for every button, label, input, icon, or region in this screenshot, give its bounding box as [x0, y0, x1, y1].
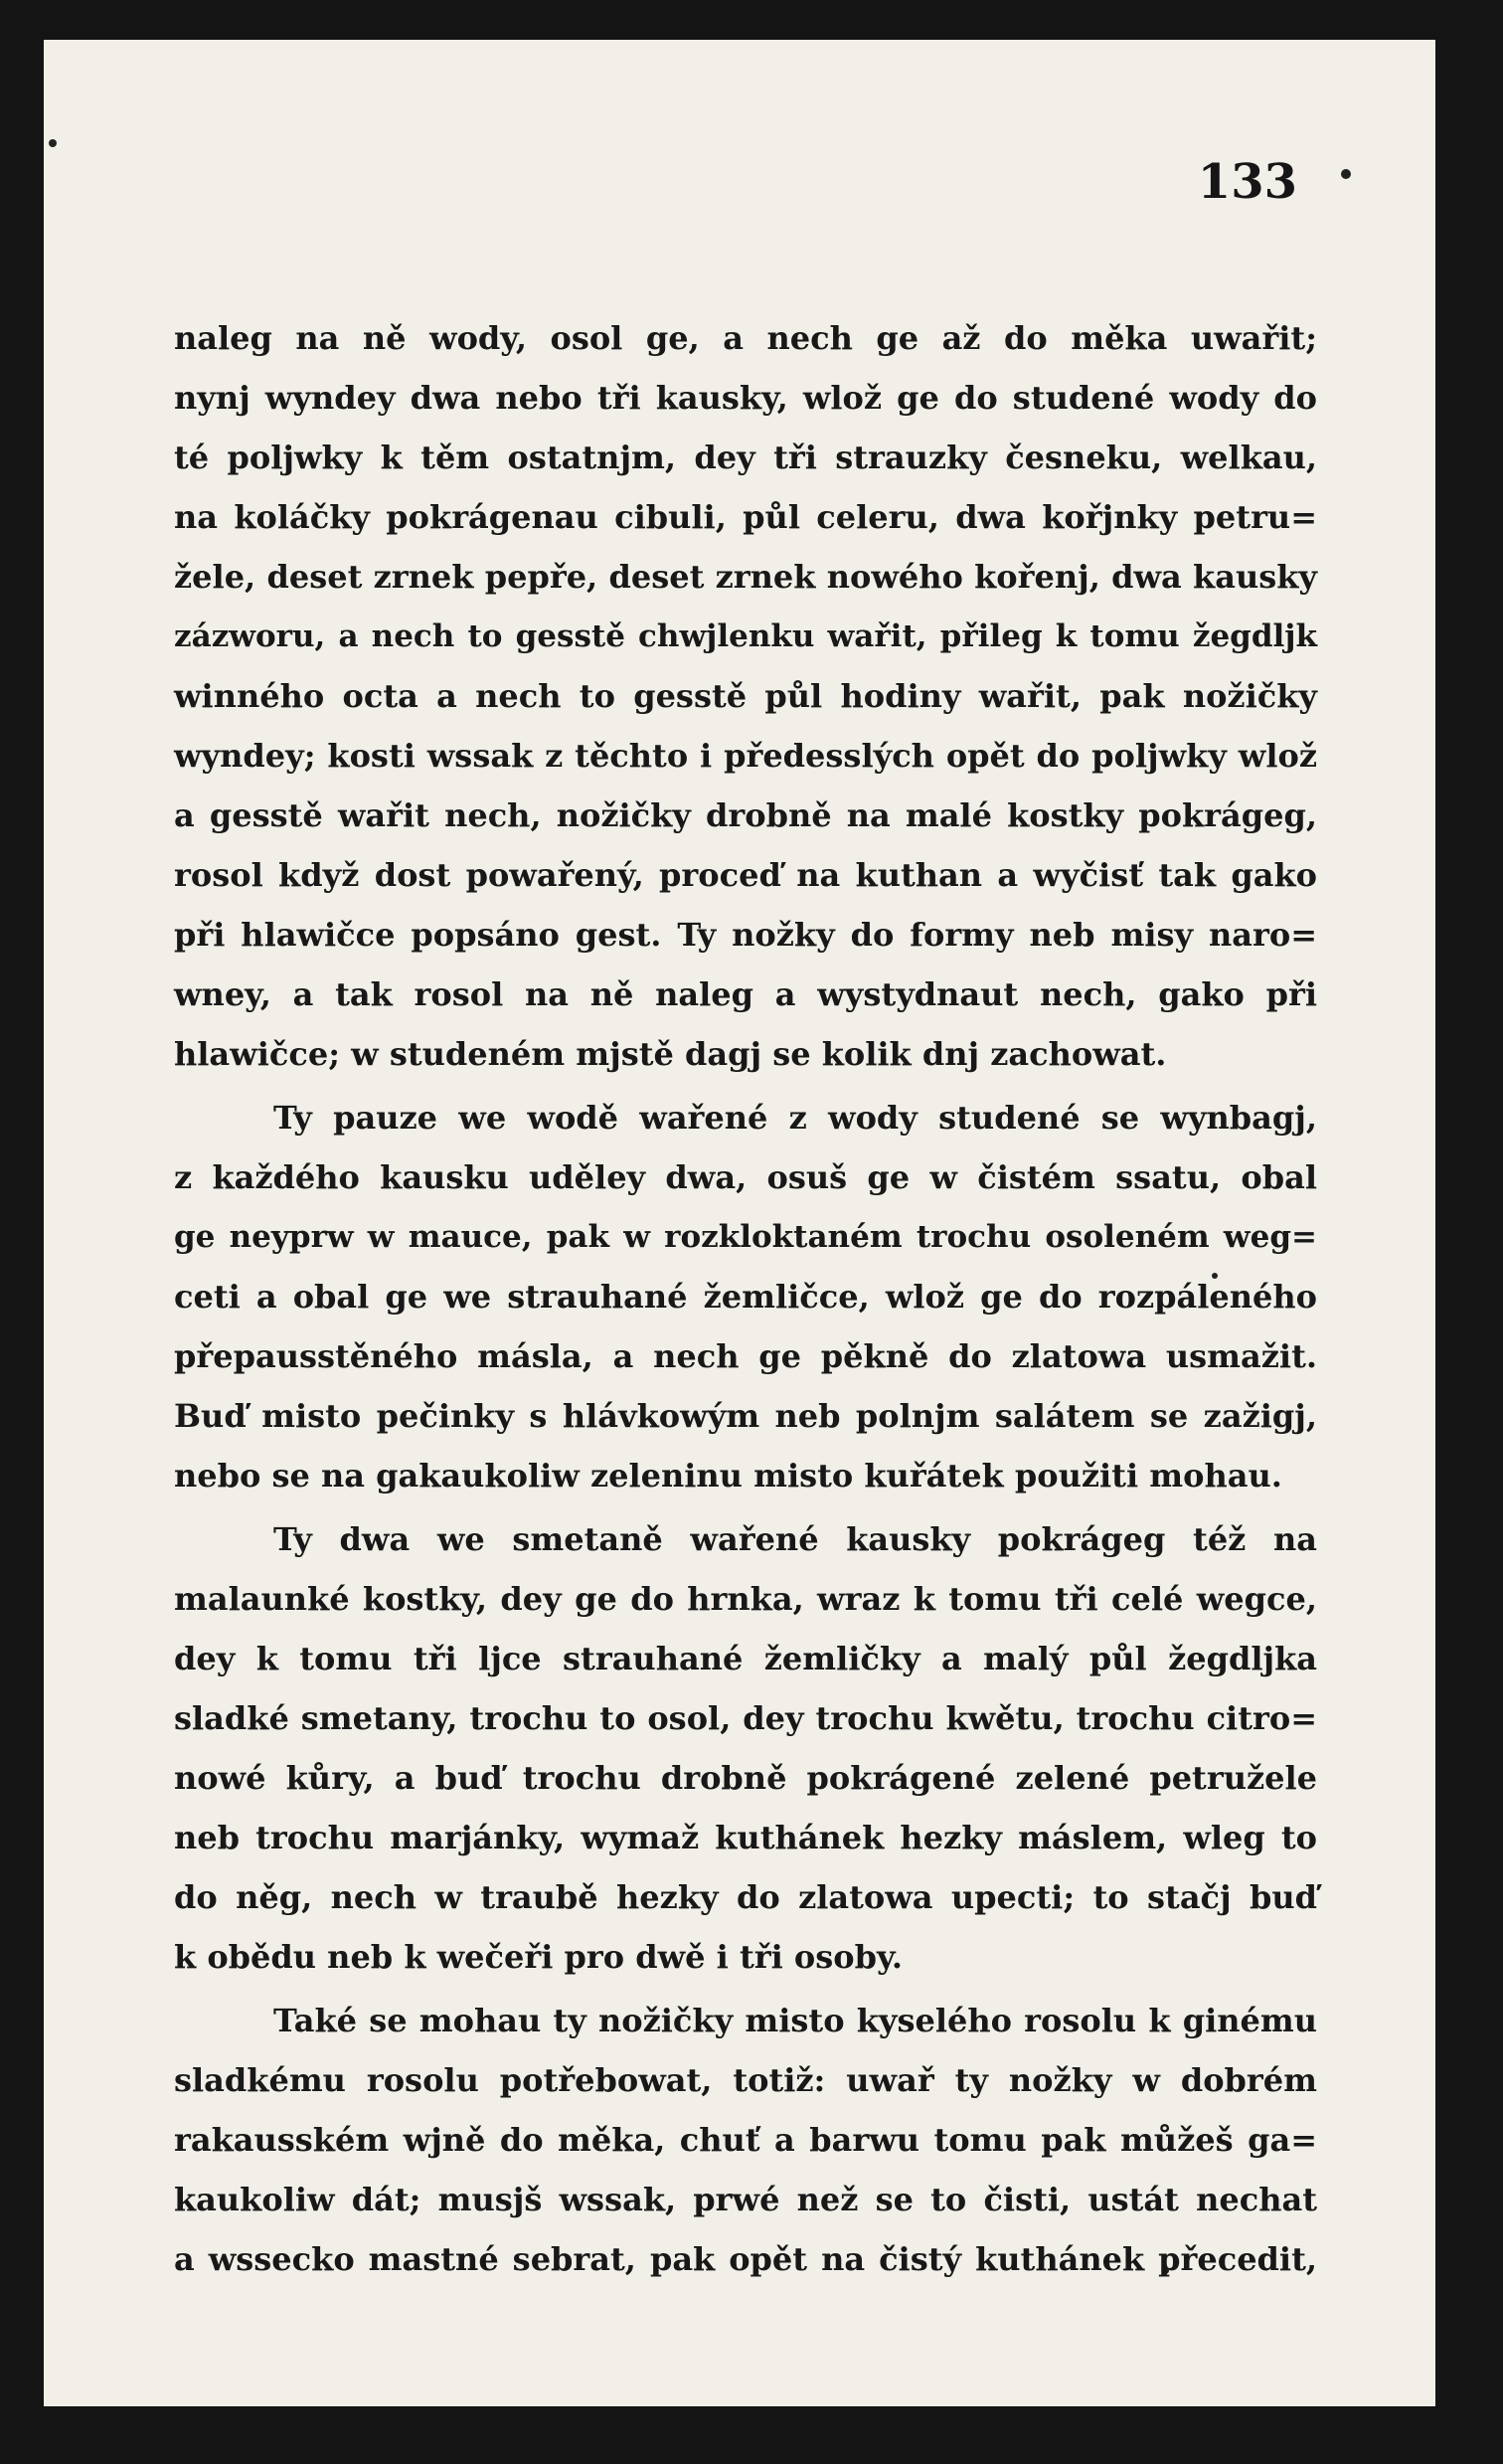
text-line: Buď misto pečinky s hlávkowým neb polnjm salátem se zažigj, [174, 1397, 1317, 1435]
text-line: rosol když dost powařený, proceď na kuthan a wyčisť tak gako [174, 856, 1317, 894]
text-line: ceti a obal ge we strauhané žemličce, wlož ge do rozpáleného [174, 1278, 1317, 1316]
paragraph-start-line: Ty pauze we wodě wařené z wody studené se wynbagj, [273, 1099, 1317, 1137]
text-line: dey k tomu tři ljce strauhané žemličky a malý půl žegdljka [174, 1640, 1317, 1677]
text-line: neb trochu marjánky, wymaž kuthánek hezky máslem, wleg to [174, 1819, 1317, 1856]
text-line: přepausstěného másla, a nech ge pěkně do zlatowa usmažit. [174, 1337, 1317, 1375]
text-line: nebo se na gakaukoliw zeleninu misto kuřátek použiti mohau. [174, 1457, 1282, 1495]
text-line: winného octa a nech to gesstě půl hodiny wařit, pak nožičky [174, 677, 1317, 715]
text-line: sladkému rosolu potřebowat, totiž: uwař ty nožky w dobrém [174, 2061, 1317, 2099]
text-line: k obědu neb k wečeři pro dwě i tři osoby. [174, 1938, 904, 1976]
text-line: wyndey; kosti wssak z těchto i předesslých opět do poljwky wlož [174, 737, 1317, 775]
text-line: z každého kausku uděley dwa, osuš ge w čistém ssatu, obal [174, 1158, 1317, 1196]
text-line: na koláčky pokrágenau cibuli, půl celeru, dwa kořjnky petru= [174, 498, 1317, 536]
page-number: 133 [1197, 154, 1297, 210]
text-line: wney, a tak rosol na ně naleg a wystydnaut nech, gako při [174, 975, 1317, 1013]
text-line: malaunké kostky, dey ge do hrnka, wraz k tomu tři celé wegce, [174, 1580, 1317, 1618]
text-line: žele, deset zrnek pepře, deset zrnek nowého kořenj, dwa kausky [174, 558, 1317, 596]
text-line: ge neyprw w mauce, pak w rozkloktaném trochu osoleném weg= [174, 1219, 1317, 1255]
text-line: zázworu, a nech to gesstě chwjlenku wařit, přileg k tomu žegdljk [174, 618, 1317, 654]
text-line: hlawičce; w studeném mjstě dagj se kolik dnj zachowat. [174, 1035, 1167, 1073]
body-text [174, 308, 1317, 2289]
ink-speck [1341, 169, 1351, 179]
text-line: a gesstě wařit nech, nožičky drobně na malé kostky pokrágeg, [174, 796, 1317, 834]
text-line: té poljwky k těm ostatnjm, dey tři strauzky česneku, welkau, [174, 439, 1317, 476]
paragraph-start-line: Ty dwa we smetaně wařené kausky pokrágeg též na [273, 1520, 1317, 1558]
text-line: naleg na ně wody, osol ge, a nech ge až do měka uwařit; [174, 319, 1317, 357]
text-line: nynj wyndey dwa nebo tři kausky, wlož ge do studené wody do [174, 379, 1317, 417]
text-line: a wssecko mastné sebrat, pak opět na čistý kuthánek přecedit, [174, 2240, 1317, 2278]
text-line: kaukoliw dát; musjš wssak, prwé než se to čisti, ustát nechat [174, 2181, 1317, 2218]
ink-speck [49, 139, 57, 147]
text-line: rakausském wjně do měka, chuť a barwu tomu pak můžeš ga= [174, 2121, 1317, 2159]
text-line: do něg, nech w traubě hezky do zlatowa upecti; to stačj buď [174, 1878, 1317, 1916]
paragraph-start-line: Také se mohau ty nožičky misto kyselého rosolu k ginému [273, 2002, 1317, 2039]
text-line: sladké smetany, trochu to osol, dey trochu kwětu, trochu citro= [174, 1699, 1317, 1737]
text-line: při hlawičce popsáno gest. Ty nožky do formy neb misy naro= [174, 916, 1317, 954]
text-line: nowé kůry, a buď trochu drobně pokrágené zelené petružele [174, 1759, 1317, 1797]
